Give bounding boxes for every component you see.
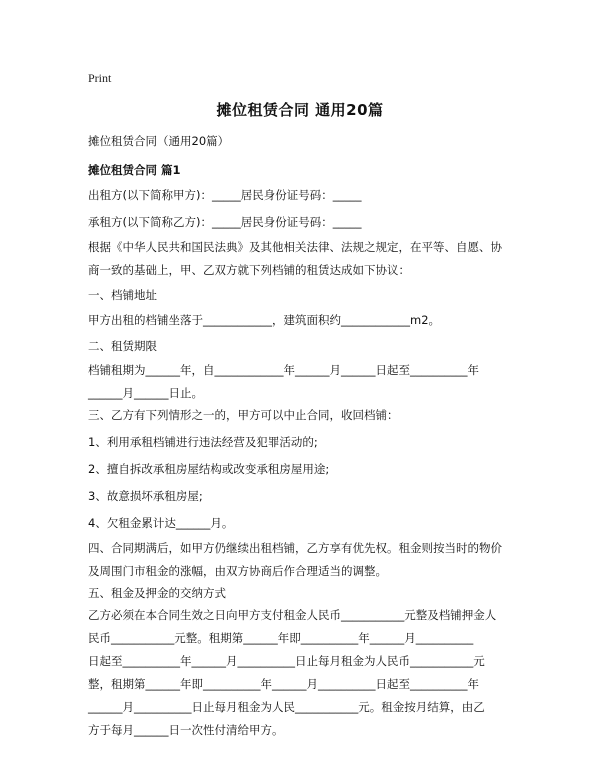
clause3-title: 三、乙方有下列情形之一的，甲方可以中止合同，收回档铺： <box>88 408 399 422</box>
lessee-line: 承租方(以下简称乙方)：_____居民身份证号码：_____ <box>88 215 362 229</box>
clause1-text: 甲方出租的档铺坐落于____________，建筑面积约____________m2。 <box>88 313 441 327</box>
lessor-line: 出租方(以下简称甲方)：_____居民身份证号码：_____ <box>88 188 362 202</box>
clause5-title: 五、租金及押金的交纳方式 <box>88 586 226 600</box>
clause1-title: 一、档铺地址 <box>88 288 157 302</box>
print-label[interactable]: Print <box>88 71 112 85</box>
clause2-line: ______月______日止。 <box>88 386 203 400</box>
clause4-line: 四、合同期满后，如甲方仍继续出租档铺，乙方享有优先权。租金则按当时的物价 <box>88 541 502 555</box>
intro-paragraph <box>88 236 520 282</box>
document-subtitle: 摊位租赁合同（通用20篇） <box>88 134 230 148</box>
clause5-line: 乙方必须在本合同生效之日向甲方支付租金人民币___________元整及档铺押金人 <box>88 608 497 622</box>
clause4-paragraph <box>88 537 520 583</box>
page-title: 摊位租赁合同 通用20篇 <box>216 101 384 119</box>
clause5-line: 方于每月______日一次性付清给甲方。 <box>88 723 284 737</box>
clause4-line: 及周围门市租金的涨幅，由双方协商后作合理适当的调整。 <box>88 564 387 578</box>
section-heading: 摊位租赁合同 篇1 <box>88 163 181 177</box>
clause5-line: 民币___________元整。租期第______年即__________年______月__________ <box>88 631 474 645</box>
clause3-item: 3、故意损坏承租房屋; <box>88 489 203 503</box>
clause5-line: 日起至__________年______月__________日止每月租金为人民币___________元 <box>88 654 485 668</box>
clause5-paragraph <box>88 604 520 742</box>
intro-line: 商一致的基础上，甲、乙双方就下列档铺的租赁达成如下协议： <box>88 263 410 277</box>
intro-line: 根据《中华人民共和国民法典》及其他相关法律、法规之规定，在平等、自愿、协 <box>88 240 502 254</box>
clause2-paragraph <box>88 359 520 405</box>
clause5-line: ______月__________日止每月租金为人民___________元。租金按月结算，由乙 <box>88 700 485 714</box>
clause5-line: 整，租期第______年即__________年______月__________日起至__________年 <box>88 677 479 691</box>
clause3-item: 1、利用承租档铺进行违法经营及犯罪活动的; <box>88 435 318 449</box>
clause2-title: 二、租赁期限 <box>88 339 157 353</box>
clause3-item: 4、欠租金累计达______月。 <box>88 516 234 530</box>
clause2-line: 档铺租期为______年，自____________年______月______日起至__________年 <box>88 363 479 377</box>
clause3-item: 2、擅自拆改承租房屋结构或改变承租房屋用途; <box>88 462 330 476</box>
